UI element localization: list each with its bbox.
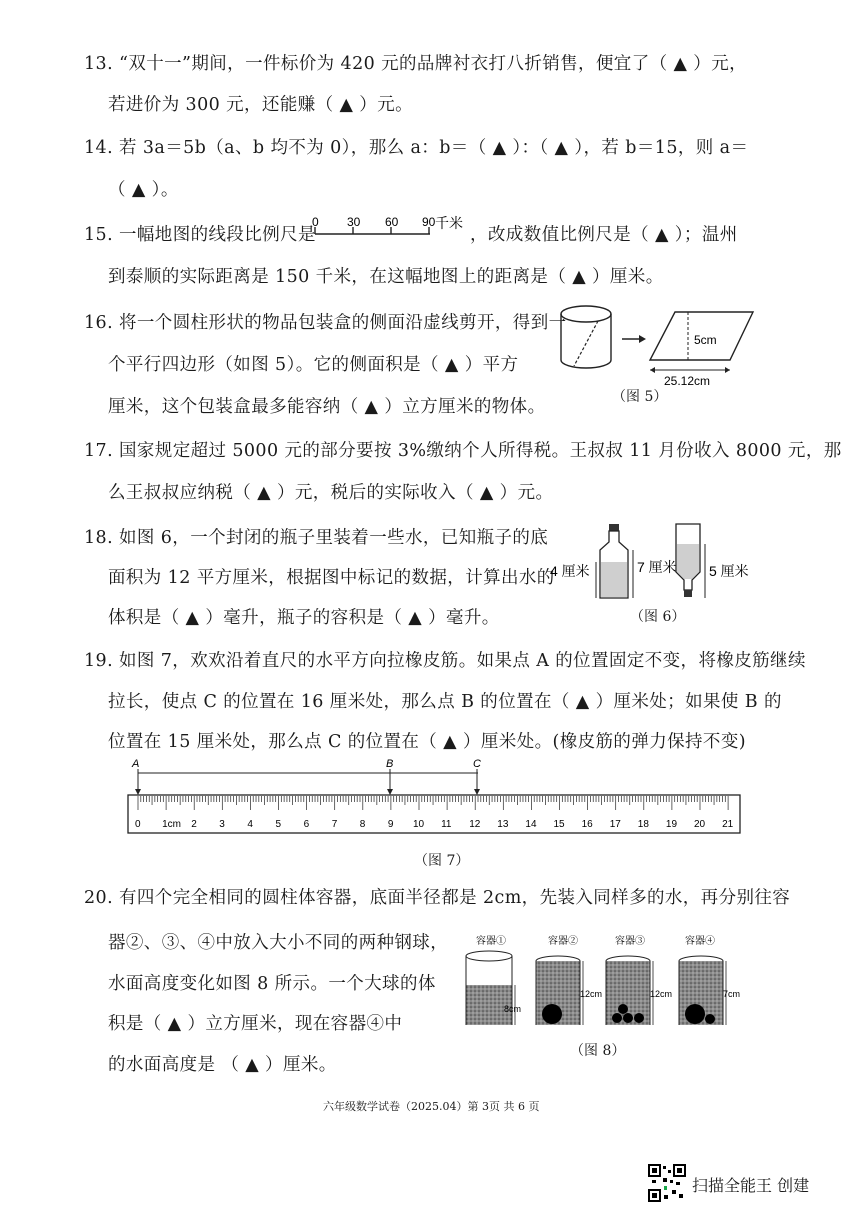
ruler-label: 4 [247,819,253,830]
q20-line2: 器②、③、④中放入大小不同的两种钢球， [108,933,449,953]
scale-tick-90: 90 [422,215,436,229]
ruler-label: 3 [219,819,225,830]
q14-line2: （ ▲ ）。 [108,180,179,200]
ruler-label: 15 [553,819,565,830]
q16-line2: 个平行四边形（如图 5）。它的侧面积是（ ▲ ）平方 [108,355,519,375]
q20-line5: 的水面高度是 （ ▲ ）厘米。 [108,1055,337,1075]
container-2-label: 容器② [548,936,578,947]
container-1-label: 容器① [476,936,506,947]
figure-5 [550,300,770,390]
q19-line3: 位置在 15 厘米处，那么点 C 的位置在（ ▲ ）厘米处。(橡皮筋的弹力保持不变) [108,732,746,752]
figure-7-ruler [122,755,747,840]
q20-line4: 积是（ ▲ ）立方厘米，现在容器④中 [108,1014,403,1034]
ruler-label: 6 [303,819,310,830]
q19-line1: 19. 如图 7，欢欢沿着直尺的水平方向拉橡皮筋。如果点 A 的位置固定不变，将橡皮筋继续 [84,651,806,671]
container-3-height: 12cm [650,989,673,999]
figure-6 [548,520,763,605]
ruler-label: 9 [387,819,394,830]
ruler-label: 2 [191,819,197,830]
q20-line1: 20. 有四个完全相同的圆柱体容器，底面半径都是 2cm，先装入同样多的水，再分别往容 [84,888,791,908]
scale-unit: 千米 [435,215,463,231]
q15-line2: 到泰顺的实际距离是 150 千米，在这幅地图上的距离是（ ▲ ）厘米。 [108,267,664,287]
scale-tick-30: 30 [347,215,361,229]
ruler-label: 20 [694,819,706,830]
fig5-base: 25.12cm [664,374,711,388]
ruler-label: 21 [722,819,734,830]
ruler-label: 0 [135,819,141,830]
q18-line2: 面积为 12 平方厘米，根据图中标记的数据，计算出水的 [108,568,555,588]
figure-8-containers [458,930,743,1035]
q19-line2: 拉长，使点 C 的位置在 16 厘米处，那么点 B 的位置在（ ▲ ）厘米处；如果使 B 的 [108,692,782,712]
q18-line3: 体积是（ ▲ ）毫升，瓶子的容积是（ ▲ ）毫升。 [108,608,500,628]
container-2-height: 12cm [580,989,603,999]
ruler-label: 18 [637,819,649,830]
fig6-label-7: 7 厘米 [637,559,677,575]
point-a: A [132,758,140,770]
container-4-height: 7cm [723,989,741,999]
ruler-label: 11 [441,819,452,830]
q13-line1: 13. “双十一”期间，一件标价为 420 元的品牌衬衣打八折销售，便宜了（ ▲ ）元， [84,54,747,74]
ruler-label: 5 [275,819,282,830]
fig5-caption: （图 5） [612,389,668,405]
q15-line1-pre: 15. 一幅地图的线段比例尺是 [84,225,316,245]
fig6-label-5: 5 厘米 [709,563,749,579]
point-c: C [473,758,481,770]
ruler-label: 10 [413,819,425,830]
scale-tick-60: 60 [385,215,399,229]
q16-line3: 厘米，这个包装盒最多能容纳（ ▲ ）立方厘米的物体。 [108,397,546,417]
scanner-watermark: 扫描全能王 创建 [692,1176,810,1195]
fig6-caption: （图 6） [630,609,686,625]
q15-line1-post: ，改成数值比例尺是（ ▲ ）；温州 [470,225,738,245]
q17-line2: 么王叔叔应纳税（ ▲ ）元，税后的实际收入（ ▲ ）元。 [108,483,554,503]
container-4-label: 容器④ [685,936,715,947]
ruler-label: 14 [525,819,537,830]
ruler-label: 19 [665,819,678,830]
fig6-label-4: 4 厘米 [550,563,590,579]
q13-line2: 若进价为 300 元，还能赚（ ▲ ）元。 [108,95,414,115]
fig8-caption: （图 8） [570,1043,626,1059]
fig7-caption: （图 7） [414,853,470,869]
ruler-label: 12 [469,819,481,830]
scale-tick-0: 0 [312,215,319,229]
page-footer: 六年级数学试卷（2025.04）第 3页 共 6 页 [323,1100,540,1113]
container-3-label: 容器③ [615,936,645,947]
fig5-height: 5cm [694,333,717,347]
q14-line1: 14. 若 3a＝5b（a、b 均不为 0），那么 a：b＝（ ▲ ）：（ ▲ ），若 b＝15，则 a＝ [84,138,749,158]
container-1-height: 8cm [504,1004,522,1014]
q17-line1: 17. 国家规定超过 5000 元的部分要按 3%缴纳个人所得税。王叔叔 11 月份收入 8000 元，那 [84,441,842,461]
ruler-label: 16 [581,819,593,830]
ruler-label: 17 [609,819,621,830]
ruler-label: 1cm [162,819,182,830]
q18-line1: 18. 如图 6，一个封闭的瓶子里装着一些水，已知瓶子的底 [84,528,549,548]
q20-line3: 水面高度变化如图 8 所示。一个大球的体 [108,974,436,994]
qr-code-logo [648,1164,686,1202]
q16-line1: 16. 将一个圆柱形状的物品包装盒的侧面沿虚线剪开，得到一 [84,313,567,333]
scale-bar [312,214,472,244]
ruler-label: 8 [359,819,366,830]
ruler-label: 7 [331,819,338,830]
ruler-label: 13 [497,819,509,830]
point-b: B [386,758,394,770]
